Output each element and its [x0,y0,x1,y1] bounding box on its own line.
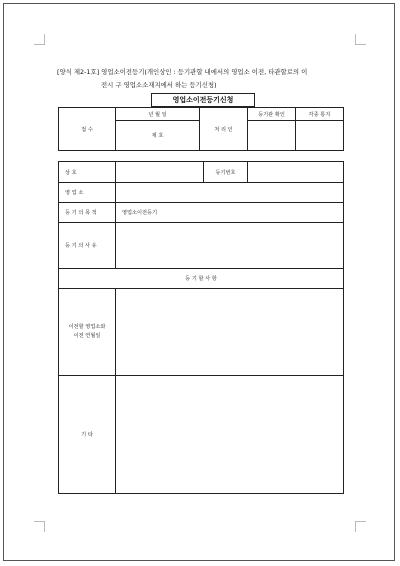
trade-name-label: 상 호 [59,162,116,183]
business-office-value[interactable] [116,183,344,203]
reg-number-label: 등기번호 [204,162,248,183]
receipt-label: 접 수 [59,108,116,151]
trade-name-value[interactable] [116,162,204,183]
heading-line-1: [양식 제2-1호] 영업소이전등기(개인상인 : 등기관할 내에서의 영업소 이전, 타관할로의 이 [57,68,308,76]
examiner-label: 등기관 확인 [248,108,296,121]
form-title: 영업소이전등기신청 [151,93,255,107]
receipt-date-header: 년 월 일 [116,108,200,121]
purpose-label: 등 기 의 목 적 [59,203,116,223]
form-heading [57,66,347,92]
other-value[interactable] [116,376,344,494]
purpose-value: 영업소이전등기 [116,203,344,223]
cause-value[interactable] [116,223,344,269]
relocation-label: 이전할 영업소와 이전 연월일 [59,289,116,376]
heading-line-2: 전시 구 영업소소재지에서 하는 등기신청) [101,81,217,89]
reg-number-value[interactable] [248,162,344,183]
crop-mark [355,34,366,45]
registration-table [58,161,344,494]
relocation-value[interactable] [116,289,344,376]
crop-mark [355,521,366,532]
processing-label: 처 리 인 [200,108,248,151]
examiner-cell[interactable] [248,121,296,151]
receipt-number: 제 호 [116,121,200,151]
crop-mark [34,34,45,45]
notice-label: 각종 통지 [296,108,344,121]
cause-label: 등 기 의 사 유 [59,223,116,269]
items-header: 등 기 할 사 항 [59,269,344,289]
business-office-label: 영 업 소 [59,183,116,203]
receipt-table [58,107,344,151]
crop-mark [34,521,45,532]
notice-cell[interactable] [296,121,344,151]
other-label: 기 타 [59,376,116,494]
